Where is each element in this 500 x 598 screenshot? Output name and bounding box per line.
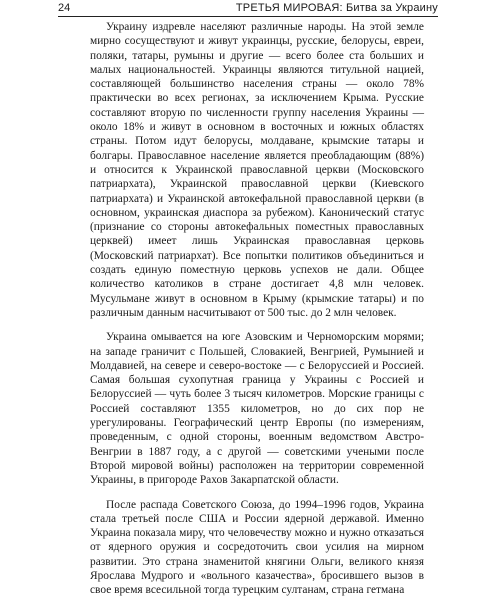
paragraph: Украина омывается на юге Азовским и Черноморским морями; на западе граничит с Польшей, Словакией, Венгрией, Румынией и Молдавией, на севере и северо-востоке — с Белоруссией и Россией. Самая большая сухопутная граница у Украины с Россией и Белоруссией — чуть более 3 тысяч километров. Морские границы с Россией составляют 1355 километров, но до сих пор не урегулированы. Географический центр Европы (по измерениям, проведенным, с одной стороны, военным ведомством Австро-Венгрии в 1887 году, а с другой — советскими учеными после Второй мировой войны) расположен на территории современной Украины, в пригороде Рахов Закарпатской области.: [90, 331, 424, 487]
page-number: 24: [58, 2, 71, 14]
paragraph: После распада Советского Союза, до 1994–1996 годов, Украина стала третьей после США и России ядерной державой. Именно Украина показала миру, что человечеству можно и нужно отказаться от ядерного оружия и сосредоточить свои усилия на мирном развитии. Это страна знаменитой княгини Ольги, великого князя Ярослава Мудрого и «вольного казачества», бросившего вызов в свое время всесильной тогда турецким султанам, страна гетмана: [90, 498, 424, 597]
body-text: [90, 20, 424, 598]
running-title: ТРЕТЬЯ МИРОВАЯ: Битва за Украину: [235, 2, 438, 14]
paragraph: Украину издревле населяют различные народы. На этой земле мирно сосуществуют и живут украинцы, русские, белорусы, евреи, поляки, татары, румыны и другие — всего более ста больших и малых национальностей. Украинцы являются титульной нацией, составляющей большинство населения страны — около 78% практически во всех регионах, за исключением Крыма. Русские составляют вторую по численности группу населения Украины — около 18% и живут в основном в восточных и южных областях страны. Потом идут белорусы, молдаване, крымские татары и болгары. Православное население является преобладающим (88%) и относится к Украинской православной церкви (Московского патриархата), Украинской православной церкви (Киевского патриархата) и Украинской автокефальной православной церкви (в основном, украинская диаспора за рубежом). Канонический статус (признание со стороны автокефальных поместных православных церквей) имеет лишь Украинская православная церковь (Московский патриархат). Все попытки политиков объединиться и создать единую поместную церковь успехов не дали. Общее количество католиков в стране достигает 4,8 млн человек. Мусульмане живут в основном в Крыму (крымские татары) и по различным данным насчитывают от 500 тыс. до 2 млн человек.: [90, 21, 424, 319]
running-header: [58, 2, 438, 17]
